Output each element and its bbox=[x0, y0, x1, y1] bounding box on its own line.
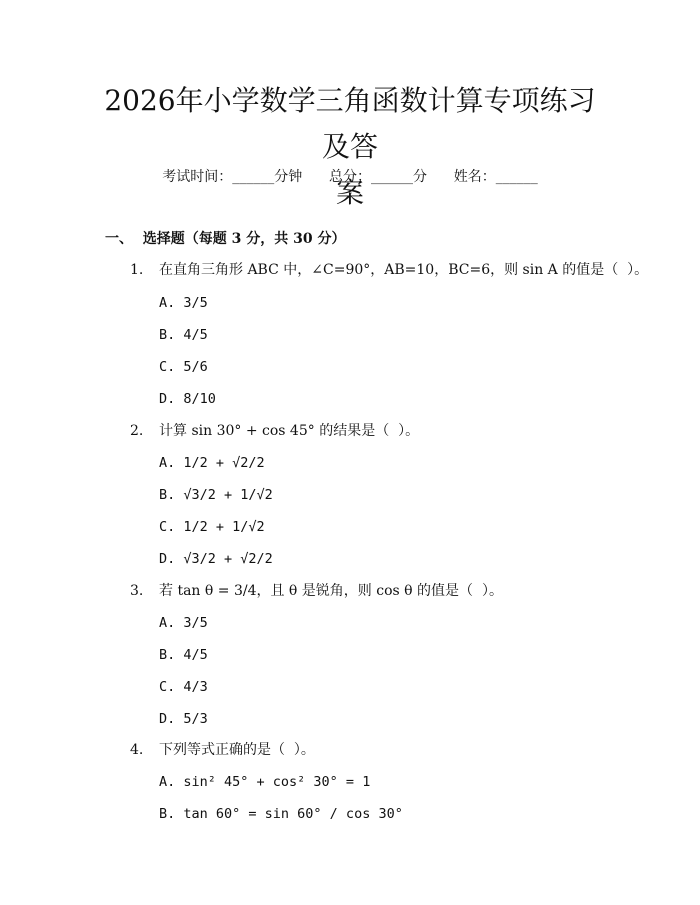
option-a: A. 3/5 bbox=[159, 615, 208, 631]
option-c: C. 1/2 + 1/√2 bbox=[159, 519, 265, 535]
title-line-2: 案 bbox=[335, 176, 364, 209]
title-line-1: 2026年小学数学三角函数计算专项练习及答 bbox=[104, 84, 596, 163]
question-number: 3. bbox=[130, 583, 144, 599]
question-text: 若 tan θ = 3/4，且 θ 是锐角，则 cos θ 的值是（ ）。 bbox=[159, 583, 503, 599]
question-text: 在直角三角形 ABC 中，∠C=90°，AB=10，BC=6，则 sin A 的值是（ ）。 bbox=[159, 262, 649, 278]
option-b: B. tan 60° = sin 60° / cos 30° bbox=[159, 806, 403, 822]
option-c: C. 5/6 bbox=[159, 359, 208, 375]
question-text: 计算 sin 30° + cos 45° 的结果是（ ）。 bbox=[159, 423, 420, 439]
option-c: C. 4/3 bbox=[159, 679, 208, 695]
option-d: D. 5/3 bbox=[159, 711, 208, 727]
exam-meta-line: 考试时间：______分钟 总分：______分 姓名：______ bbox=[162, 169, 538, 185]
option-d: D. √3/2 + √2/2 bbox=[159, 551, 273, 567]
option-b: B. 4/5 bbox=[159, 327, 208, 343]
question-number: 4. bbox=[130, 742, 144, 758]
option-d: D. 8/10 bbox=[159, 391, 216, 407]
question-number: 2. bbox=[130, 423, 144, 439]
option-a: A. 1/2 + √2/2 bbox=[159, 455, 265, 471]
question-number: 1. bbox=[130, 262, 144, 278]
section-heading-multiple-choice: 一、 选择题（每题 3 分，共 30 分） bbox=[105, 231, 346, 247]
option-b: B. 4/5 bbox=[159, 647, 208, 663]
option-b: B. √3/2 + 1/√2 bbox=[159, 487, 273, 503]
document-title bbox=[100, 78, 600, 216]
question-text: 下列等式正确的是（ ）。 bbox=[159, 742, 315, 758]
option-a: A. sin² 45° + cos² 30° = 1 bbox=[159, 774, 371, 790]
option-a: A. 3/5 bbox=[159, 295, 208, 311]
